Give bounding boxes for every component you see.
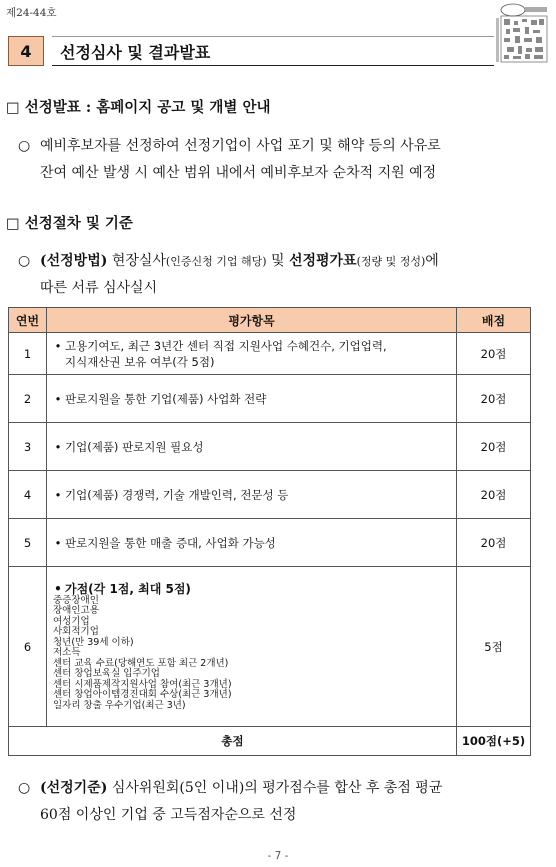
- section-number: 4: [8, 36, 44, 66]
- row-score: 20점: [457, 375, 531, 423]
- row-item: [47, 423, 457, 471]
- method-line-2: 따른 서류 심사실시: [40, 280, 158, 296]
- row-item-line-1: 판로지원을 통한 기업(제품) 사업화 전략: [65, 391, 267, 406]
- method-note-2: (정량 및 정성): [356, 255, 426, 268]
- announce-line-1: 예비후보자를 선정하여 선정기업이 사업 포기 및 해약 등의 사유로: [40, 138, 441, 154]
- table-row: [9, 519, 531, 567]
- method-paragraph: [18, 248, 538, 302]
- row-no: 3: [9, 423, 47, 471]
- section-header: [8, 36, 494, 66]
- document-number: 제24-44호: [6, 7, 57, 19]
- bonus-item: [47, 567, 457, 727]
- item-bullet-icon: •: [54, 487, 62, 502]
- criteria-line-2: 60점 이상인 기업 중 고득점자순으로 선정: [40, 807, 297, 823]
- item-bullet-icon: •: [54, 535, 62, 550]
- row-no: 2: [9, 375, 47, 423]
- evaluation-table: [8, 307, 531, 756]
- table-row: [9, 375, 531, 423]
- table-header-row: [9, 308, 531, 333]
- total-score: 100점(+5): [457, 727, 531, 756]
- method-bold-2: 선정평가표: [288, 253, 357, 269]
- item-bullet-icon: •: [54, 338, 62, 353]
- row-item-line-1: 고용기여도, 최근 3년간 센터 직접 지원사업 수혜건수, 기업업력,: [65, 338, 387, 353]
- row-item-line-1: 기업(제품) 경쟁력, 기술 개발인력, 전문성 등: [65, 487, 289, 502]
- row-no: 5: [9, 519, 47, 567]
- announce-paragraph: [18, 133, 538, 187]
- row-no: 4: [9, 471, 47, 519]
- row-score: 20점: [457, 471, 531, 519]
- method-note-1: (인증신청 기업 해당): [165, 255, 267, 268]
- row-no: 6: [9, 567, 47, 727]
- bonus-title: 가점(각 1점, 최대 5점): [65, 581, 191, 596]
- page-number: - 7 -: [267, 850, 289, 862]
- table-row: [9, 471, 531, 519]
- circle-bullet-icon: ○: [18, 780, 31, 796]
- item-bullet-icon: •: [54, 391, 62, 406]
- bonus-list-item: 센터 교육 수료(당해연도 포함 최근 2개년): [53, 657, 229, 669]
- row-item: [47, 375, 457, 423]
- row-item-line-2: 지식재산권 보유 여부(각 5점): [65, 354, 215, 369]
- bonus-list-item: 중증장애인: [53, 594, 99, 606]
- row-item-line-1: 기업(제품) 판로지원 필요성: [65, 439, 204, 454]
- row-item: [47, 333, 457, 375]
- procedure-heading: □ 선정절차 및 기준: [6, 215, 133, 232]
- row-score: 5점: [457, 567, 531, 727]
- method-text-3: 에: [425, 253, 439, 269]
- criteria-paragraph: [18, 775, 538, 829]
- announce-line-2: 잔여 예산 발생 시 예산 범위 내에서 예비후보자 순차적 지원 예정: [40, 165, 437, 181]
- bonus-list-item: 여성기업: [53, 615, 90, 627]
- criteria-label: (선정기준): [40, 780, 108, 796]
- total-row: [9, 727, 531, 756]
- bonus-list: [51, 596, 450, 712]
- row-score: 20점: [457, 423, 531, 471]
- bonus-list-item: 사회적기업: [53, 626, 99, 638]
- bonus-list-item: 센터 창업아이템경진대회 수상(최근 3개년): [53, 689, 232, 701]
- row-score: 20점: [457, 519, 531, 567]
- circle-bullet-icon: ○: [18, 138, 31, 154]
- criteria-text-1: 심사위원회(5인 이내)의 평가점수를 합산 후 총점 평균: [111, 780, 443, 796]
- bonus-list-item: 청년(만 39세 이하): [53, 636, 134, 648]
- row-score: 20점: [457, 333, 531, 375]
- circle-bullet-icon: ○: [18, 253, 31, 269]
- section-title: 선정심사 및 결과발표: [52, 36, 494, 66]
- method-label: (선정방법): [40, 253, 108, 269]
- table-row-bonus: [9, 567, 531, 727]
- row-item: [47, 471, 457, 519]
- table-row: [9, 333, 531, 375]
- bonus-list-item: 일자리 창출 우수기업(최근 3년): [53, 699, 186, 711]
- row-item-line-1: 판로지원을 통한 매출 증대, 사업화 가능성: [65, 535, 276, 550]
- bonus-list-item: 센터 시제품제작지원사업 참여(최근 3개년): [53, 678, 232, 690]
- item-bullet-icon: •: [54, 439, 62, 454]
- bonus-list-item: 센터 창업보육실 입주기업: [53, 668, 160, 680]
- total-label: 총점: [9, 727, 457, 756]
- bonus-list-item: 장애인고용: [53, 605, 99, 617]
- row-no: 1: [9, 333, 47, 375]
- bonus-list-item: 저소득: [53, 647, 81, 659]
- header-score: 배점: [457, 308, 531, 333]
- item-bullet-icon: •: [54, 581, 62, 596]
- method-text-2: 및: [270, 253, 285, 269]
- row-item: [47, 519, 457, 567]
- announce-heading: □ 선정발표 : 홈페이지 공고 및 개별 안내: [6, 99, 271, 116]
- header-item: 평가항목: [47, 308, 457, 333]
- table-row: [9, 423, 531, 471]
- header-no: 연번: [9, 308, 47, 333]
- method-text-1: 현장실사: [111, 253, 166, 269]
- organization-seal-icon: [495, 2, 549, 64]
